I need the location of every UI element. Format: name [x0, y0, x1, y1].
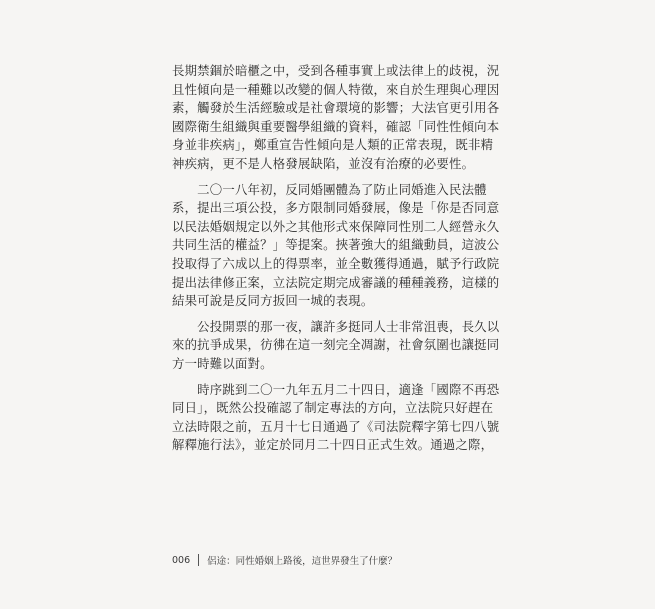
text-line: 身並非疾病」，鄭重宣告性傾向是人類的正常表現，既非精 [172, 137, 494, 153]
text-line: 公投開票的那一夜，讓許多挺同人士非常沮喪，長久以 [172, 318, 500, 334]
text-line: 時序跳到二〇一九年五月二十四日，適逢「國際不再恐 [172, 381, 500, 397]
text-line: 結果可說是反同方扳回一城的表現。 [172, 293, 374, 309]
paragraph-4 [172, 381, 500, 455]
text-line: 長期禁錮於暗櫃之中，受到各種事實上或法律上的歧視，況 [172, 63, 500, 78]
page-number: 006 [172, 554, 191, 566]
text-line: 系，提出三項公投，多方限制同婚發展，像是「你是否同意 [172, 200, 500, 216]
page-body [172, 62, 500, 455]
text-line: 投取得了六成以上的得票率，並全數獲得通過，賦予行政院 [172, 255, 500, 271]
text-line: 方一時難以面對。 [172, 355, 273, 371]
text-line: 國際衛生組織與重要醫學組織的資料，確認「同性性傾向本 [172, 118, 500, 134]
text-line: 以民法婚姻規定以外之其他形式來保障同性別二人經營永久 [172, 218, 500, 234]
text-line: 同日」，既然公投確認了制定專法的方向，立法院只好趕在 [172, 400, 494, 416]
text-line: 立法時限之前，五月十七日通過了《司法院釋字第七四八號 [172, 418, 500, 434]
text-line: 提出法律修正案，立法院定期完成審議的種種義務，這樣的 [172, 274, 500, 290]
text-line: 且性傾向是一種難以改變的個人特徵，來自於生理與心理因 [172, 81, 500, 97]
text-line: 二〇一八年初，反同婚團體為了防止同婚進入民法體 [172, 181, 487, 197]
text-line: 素，觸發於生活經驗或是社會環境的影響；大法官更引用各 [172, 100, 500, 116]
paragraph-1 [172, 62, 500, 174]
text-line: 共同生活的權益？」等提案。挾著強大的組織動員，這波公 [172, 237, 500, 253]
text-line: 解釋施行法》，並定於同月二十四日正式生效。通過之際， [172, 437, 494, 453]
paragraph-3 [172, 318, 500, 374]
text-line: 神疾病，更不是人格發展缺陷，並沒有治療的必要性。 [172, 155, 475, 171]
running-title: 侶途：同性婚姻上路後，這世界發生了什麼？ [207, 556, 398, 567]
footer-divider [198, 554, 199, 566]
text-line: 來的抗爭成果，彷彿在這一刻完全凋謝，社會氛圍也讓挺同 [172, 337, 500, 353]
paragraph-2 [172, 181, 500, 311]
page-footer [172, 553, 397, 567]
